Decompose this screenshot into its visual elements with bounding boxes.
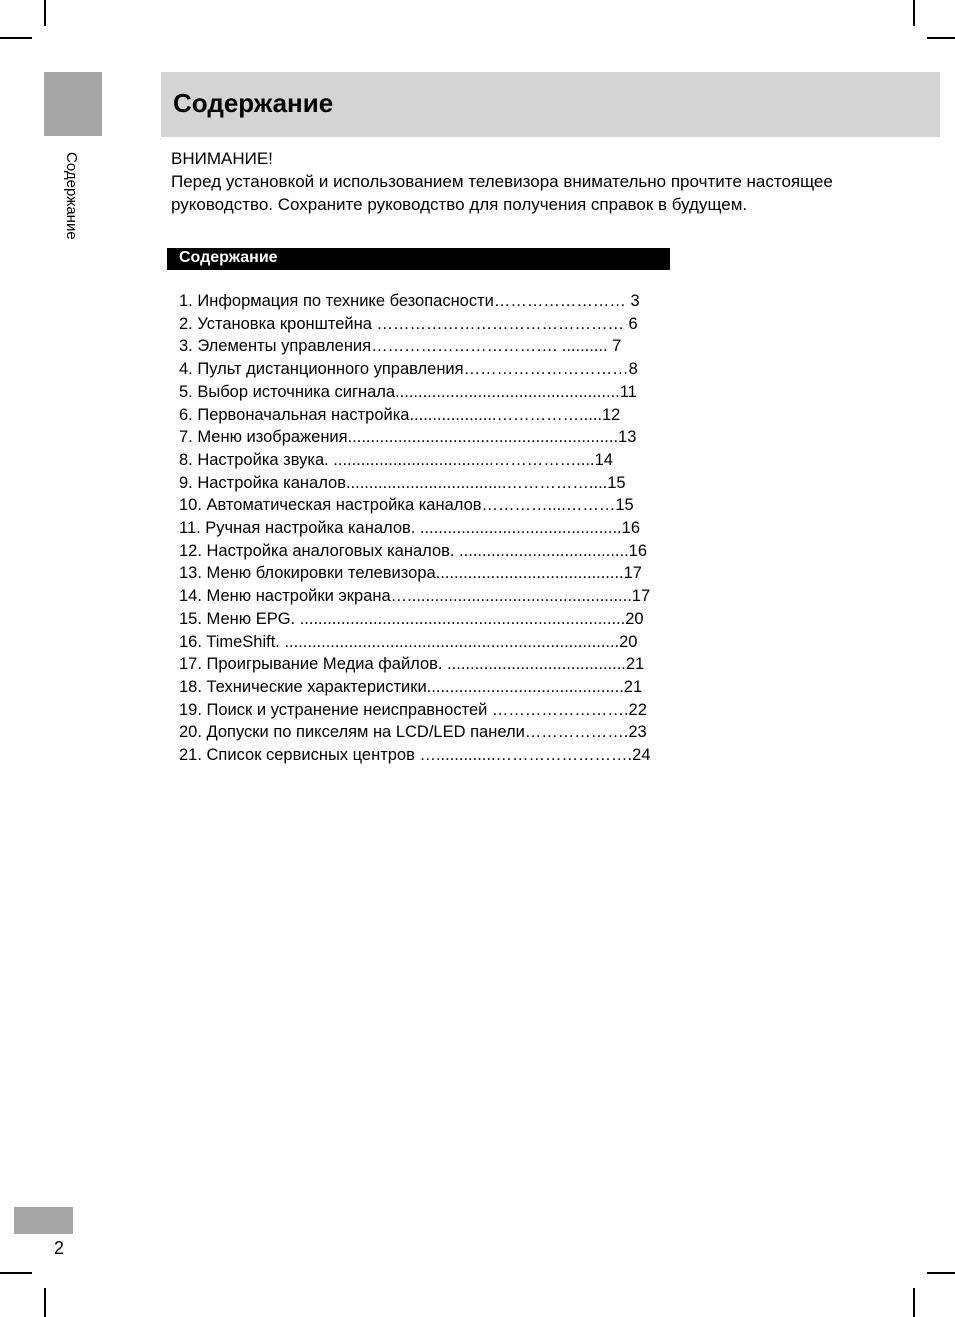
warning-text: Перед установкой и использованием телевизора внимательно прочтите настоящее руководство. Сохраните руководство для получения справок в будущем. xyxy=(171,172,833,214)
crop-mark-top-right-h xyxy=(927,37,955,39)
toc-item: 20. Допуски по пикселям на LCD/LED панели……………….23 xyxy=(179,723,647,742)
toc-heading: Содержание xyxy=(179,249,278,266)
toc-item: 11. Ручная настройка каналов. ............................................16 xyxy=(179,519,640,538)
toc-item: 3. Элементы управления……………………………. .......... 7 xyxy=(179,337,622,356)
toc-item: 9. Настройка каналов...................................……………....15 xyxy=(179,473,626,492)
toc-item: 1. Информация по технике безопасности…………………… 3 xyxy=(179,292,640,310)
side-tab-block xyxy=(44,72,102,136)
crop-mark-top-right-v xyxy=(913,0,915,26)
page-tab-block xyxy=(14,1207,73,1234)
page-title: Содержание xyxy=(173,88,334,118)
toc-item: 14. Меню настройки экрана….................................................17 xyxy=(179,587,651,606)
crop-mark-top-left-h xyxy=(0,37,32,39)
toc-list xyxy=(179,290,651,767)
toc-item: 15. Меню EPG. .......................................................................20 xyxy=(179,609,644,628)
crop-mark-bottom-left-h xyxy=(0,1272,32,1274)
toc-item: 12. Настройка аналоговых каналов. .....................................16 xyxy=(179,541,648,560)
toc-item: 6. Первоначальная настройка...................…………….....12 xyxy=(179,405,621,424)
toc-item: 7. Меню изображения...........................................................13 xyxy=(179,428,637,447)
crop-mark-bottom-right-h xyxy=(927,1272,955,1274)
toc-item: 8. Настройка звука. ...................................……………....14 xyxy=(179,450,613,469)
toc-item: 16. TimeShift. .........................................................................20 xyxy=(179,632,638,651)
toc-item: 17. Проигрывание Медиа файлов. .......................................21 xyxy=(179,655,645,674)
page-header xyxy=(161,72,940,137)
toc-item: 2. Установка кронштейна ……………………………………… 6 xyxy=(179,314,638,333)
toc-item: 13. Меню блокировки телевизора.........................................17 xyxy=(179,564,642,583)
crop-mark-bottom-left-v xyxy=(44,1288,46,1317)
crop-mark-top-left-v xyxy=(44,0,46,26)
toc-item: 19. Поиск и устранение неисправностей …………………….22 xyxy=(179,700,647,719)
page-number: 2 xyxy=(54,1238,65,1258)
toc-item: 21. Список сервисных центров ….............…………………….24 xyxy=(179,746,651,765)
toc-item: 5. Выбор источника сигнала.................................................11 xyxy=(179,382,637,401)
toc-item: 10. Автоматическая настройка каналов…………....………15 xyxy=(179,496,634,515)
toc-heading-bar xyxy=(167,248,670,270)
toc-item: 18. Технические характеристики...........................................21 xyxy=(179,677,643,696)
intro-notice xyxy=(171,147,871,216)
crop-mark-bottom-right-v xyxy=(913,1288,915,1317)
toc-item: 4. Пульт дистанционного управления…………………………8 xyxy=(179,360,638,379)
side-section-label: Содержание xyxy=(63,152,80,240)
warning-label: ВНИМАНИЕ! xyxy=(171,149,273,168)
